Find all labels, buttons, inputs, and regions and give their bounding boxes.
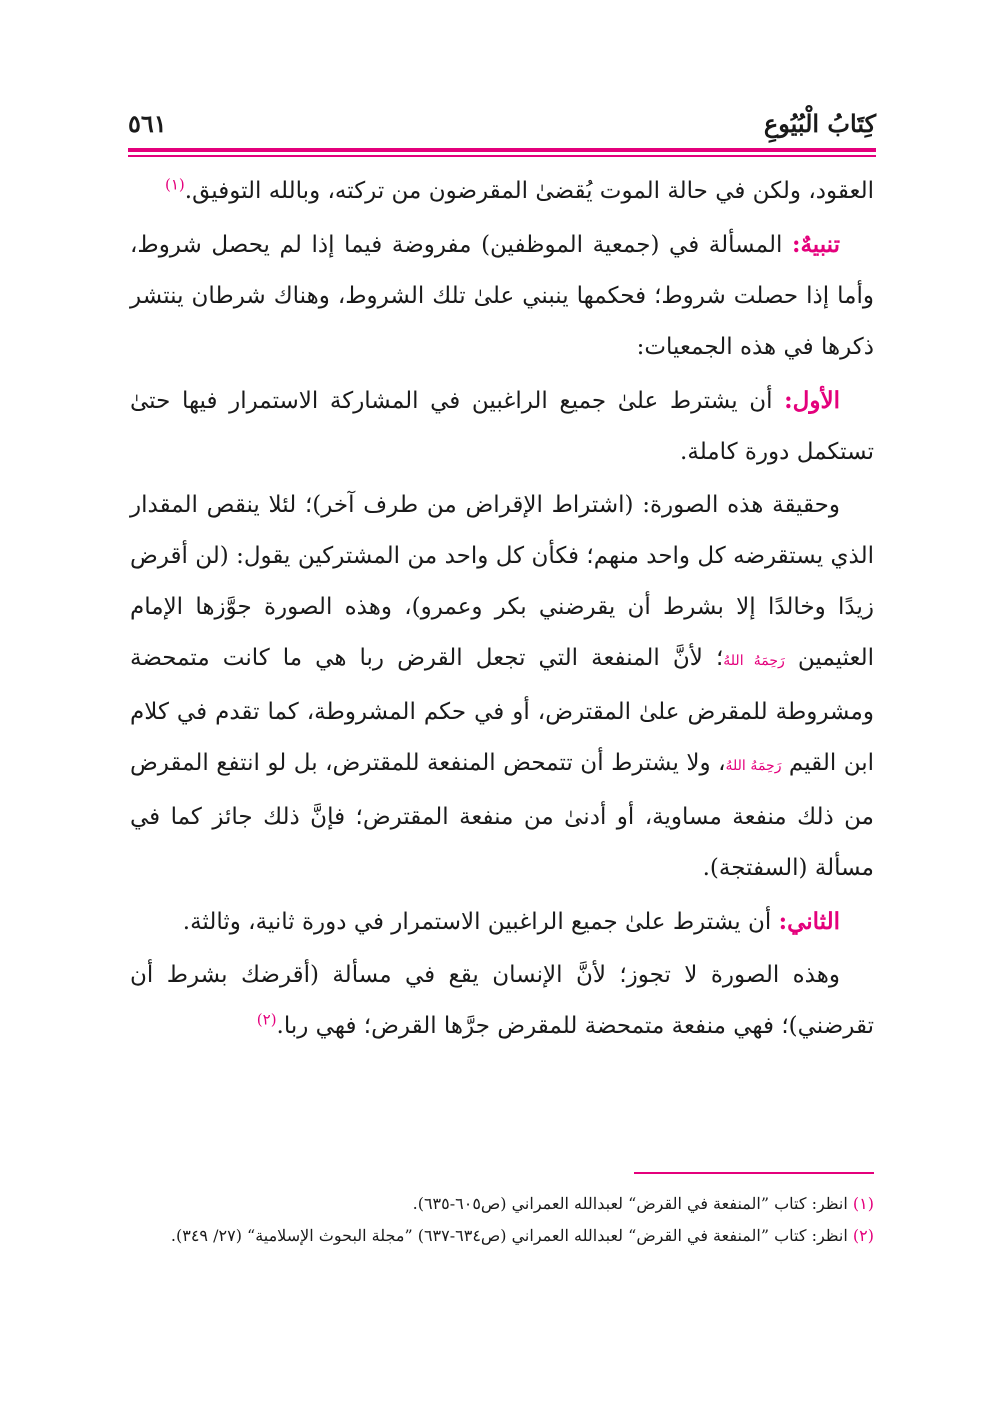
honorific-glyph-1: رَحِمَهُ اللهُ bbox=[723, 653, 785, 669]
main-text bbox=[130, 166, 874, 1054]
footnote-1 bbox=[130, 1188, 874, 1220]
note-label: تنبيهٌ: bbox=[791, 231, 840, 258]
paragraph-3-text: أن يشترط علىٰ جميع الراغبين في المشاركة الاستمرار فيها حتىٰ تستكمل دورة كاملة. bbox=[130, 388, 874, 465]
page-header bbox=[128, 104, 876, 148]
first-condition-label: الأول: bbox=[784, 387, 840, 414]
header-rule-thin bbox=[128, 155, 876, 157]
paragraph-2-text: المسألة في (جمعية الموظفين) مفروضة فيما إذا لم يحصل شروط، وأما إذا حصلت شروط؛ فحكمها ينبني علىٰ تلك الشروط، وهناك شرطان ينتشر ذكرها في هذه الجمعيات: bbox=[130, 232, 874, 360]
footnotes bbox=[130, 1188, 874, 1252]
paragraph-4-text-b: ؛ لأنَّ المنفعة التي تجعل القرض ربا هي ما كانت متمحضة ومشروطة للمقرض علىٰ المقترض، أو في حكم المشروطة، كما تقدم في كلام ابن القيم bbox=[130, 645, 875, 776]
header-rule-thick bbox=[128, 148, 876, 152]
paragraph-4-text-c: ، ولا يشترط أن تتمحض المنفعة للمقترض، بل لو انتفع المقرض من ذلك منفعة مساوية، أو أدنىٰ من منفعة المقترض؛ فإنَّ ذلك جائز كما في مسألة (السفتجة). bbox=[130, 750, 874, 881]
paragraph-1-text: العقود، ولكن في حالة الموت يُقضىٰ المقرضون من تركته، وبالله التوفيق. bbox=[184, 178, 874, 204]
honorific-glyph-2: رَحِمَهُ اللهُ bbox=[725, 758, 782, 774]
page-number: ٥٦١ bbox=[128, 109, 167, 138]
paragraph-4-text-a: وحقيقة هذه الصورة: (اشتراط الإقراض من طرف آخر)؛ لئلا ينقص المقدار الذي يستقرضه كل واحد منهم؛ فكأن كل واحد من المشتركين يقول: (لن أقرض زيدًا وخالدًا إلا بشرط أن يقرضني بكر وعمرو)، وهذه الصورة جوَّزها الإمام العثيمين bbox=[130, 492, 875, 671]
paragraph-1 bbox=[130, 166, 874, 217]
paragraph-5-text: أن يشترط علىٰ جميع الراغبين الاستمرار في دورة ثانية، وثالثة. bbox=[182, 909, 779, 935]
paragraph-5 bbox=[130, 896, 874, 948]
paragraph-6-text: وهذه الصورة لا تجوز؛ لأنَّ الإنسان يقع في مسألة (أقرضك بشرط أن تقرضني)؛ فهي منفعة متمحضة للمقرض جرَّها القرض؛ فهي ربا. bbox=[130, 962, 874, 1039]
footnote-2-text: انظر: كتاب ”المنفعة في القرض“ لعبدالله العمراني (ص٦٣٤-٦٣٧) ”مجلة البحوث الإسلامية“ (٢٧/ ٣٤٩). bbox=[170, 1226, 853, 1245]
running-title: كِتَابُ الْبُيُوعِ bbox=[763, 109, 876, 138]
footnote-1-text: انظر: كتاب ”المنفعة في القرض“ لعبدالله العمراني (ص٦٠٥-٦٣٥). bbox=[412, 1194, 853, 1213]
footnote-ref-2: (٢) bbox=[256, 1010, 277, 1029]
paragraph-6 bbox=[130, 950, 874, 1052]
footnote-ref-1: (١) bbox=[164, 175, 185, 194]
paragraph-4 bbox=[130, 480, 874, 894]
paragraph-3 bbox=[130, 375, 874, 478]
footnote-2 bbox=[130, 1220, 874, 1252]
second-condition-label: الثاني: bbox=[778, 908, 840, 935]
footnote-1-number: (١) bbox=[852, 1194, 874, 1213]
paragraph-2 bbox=[130, 219, 874, 373]
footnote-2-number: (٢) bbox=[852, 1226, 874, 1245]
footnote-separator bbox=[634, 1172, 874, 1174]
